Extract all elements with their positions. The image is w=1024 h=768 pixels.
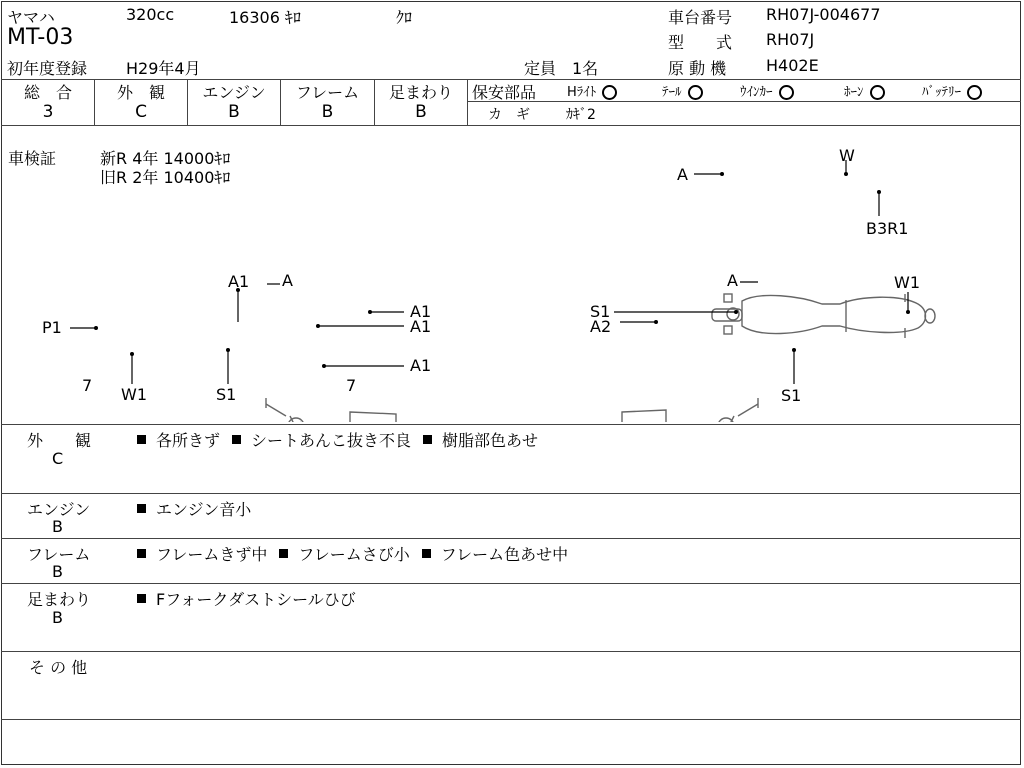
marker-top-b3r1: B3R1 xyxy=(866,219,909,238)
marker-right-w1: W1 xyxy=(894,273,920,292)
marker-right-s1: S1 xyxy=(590,302,611,321)
mileage: 16306 ｷﾛ xyxy=(229,8,301,27)
inspection-new: 新R 4年 14000ｷﾛ xyxy=(100,149,231,168)
section-exterior-grade: C xyxy=(52,449,64,468)
ok-circle-icon xyxy=(688,85,703,100)
section-engine-grade: B xyxy=(52,517,63,536)
marker-left-a1-right-2: A1 xyxy=(410,317,432,336)
marker-left-s1: S1 xyxy=(216,385,237,404)
grade-engine-label: エンジン xyxy=(202,83,266,102)
marker-right-a2: A2 xyxy=(590,317,612,336)
engine-label: 原 動 機 xyxy=(668,59,727,78)
section-exterior-notes: 各所きず シートあんこ抜き不良 樹脂部色あせ xyxy=(137,428,538,451)
grade-frame-label: フレーム xyxy=(295,83,360,102)
section-exterior-title: 外 観 xyxy=(27,431,92,450)
grade-overall-label: 総 合 xyxy=(23,83,72,102)
grade-divider xyxy=(467,79,468,125)
color: ｸﾛ xyxy=(396,8,413,27)
capacity-label: 定員 xyxy=(524,59,557,78)
bike-right-view xyxy=(622,398,938,422)
section-border xyxy=(1,493,1021,494)
marker-left-w1: W1 xyxy=(121,385,147,404)
part-headlight: Hﾗｲﾄ xyxy=(567,81,617,100)
frame-number-value: RH07J-004677 xyxy=(766,5,881,24)
displacement: 320cc xyxy=(126,5,175,24)
marker-left-a-top: A xyxy=(282,271,293,290)
section-engine-notes: エンジン音小 xyxy=(137,497,251,520)
bullet-square-icon xyxy=(232,435,241,444)
ok-circle-icon xyxy=(870,85,885,100)
part-taillight: ﾃｰﾙ xyxy=(662,81,703,100)
model-name: MT-03 xyxy=(7,25,74,50)
section-border xyxy=(1,424,1021,425)
bullet-square-icon xyxy=(137,435,146,444)
ok-circle-icon xyxy=(967,85,982,100)
parts-row-divider xyxy=(468,101,1021,102)
first-registration-value: H29年4月 xyxy=(126,59,201,78)
bullet-square-icon xyxy=(137,594,146,603)
grade-suspension-value: B xyxy=(415,102,427,122)
marker-right-s1-bottom: S1 xyxy=(781,386,802,405)
key-value: ｶｷﾞ2 xyxy=(566,107,596,123)
first-registration-label: 初年度登録 xyxy=(7,59,88,78)
ok-circle-icon xyxy=(779,85,794,100)
marker-left-a1-top: A1 xyxy=(228,272,250,291)
marker-left-a1-right-3: A1 xyxy=(410,356,432,375)
section-engine-title: エンジン xyxy=(27,500,91,519)
bike-top-view xyxy=(712,294,935,338)
grade-suspension-label: 足まわり xyxy=(388,83,453,102)
marker-left-7-front: 7 xyxy=(346,376,357,395)
grade-overall-value: 3 xyxy=(42,102,54,122)
section-frame-grade: B xyxy=(52,562,63,581)
section-border xyxy=(1,538,1021,539)
section-suspension-title: 足まわり xyxy=(27,590,92,609)
bullet-square-icon xyxy=(137,504,146,513)
damage-diagram xyxy=(0,126,1022,422)
ok-circle-icon xyxy=(602,85,617,100)
section-suspension-notes: Fフォークダストシールひび xyxy=(137,587,356,610)
engine-value: H402E xyxy=(766,56,819,75)
frame-number-label: 車台番号 xyxy=(668,8,733,27)
inspection-old: 旧R 2年 10400ｷﾛ xyxy=(100,168,231,187)
key-label: カ ギ xyxy=(488,107,530,123)
capacity-value: 1名 xyxy=(572,59,599,78)
marker-left-a1-right-1: A1 xyxy=(410,302,432,321)
grade-frame-value: B xyxy=(321,102,334,122)
type-label: 型 式 xyxy=(668,33,733,52)
marker-top-w: W xyxy=(839,146,855,165)
maker: ヤマハ xyxy=(7,8,55,27)
safety-parts-label: 保安部品 xyxy=(472,83,537,102)
inspection-label: 車検証 xyxy=(8,149,57,168)
bullet-square-icon xyxy=(423,435,432,444)
part-battery: ﾊﾞｯﾃﾘｰ xyxy=(922,81,982,100)
section-other-title: そ の 他 xyxy=(29,658,88,677)
marker-right-a: A xyxy=(727,271,738,290)
bullet-square-icon xyxy=(279,549,288,558)
marker-left-p1: P1 xyxy=(42,318,62,337)
section-border xyxy=(1,651,1021,652)
part-horn: ﾎｰﾝ xyxy=(844,81,885,100)
grade-engine-value: B xyxy=(228,102,240,122)
section-border xyxy=(1,583,1021,584)
grade-exterior-label: 外 観 xyxy=(116,83,165,102)
part-winker: ｳｲﾝｶｰ xyxy=(740,81,794,100)
marker-left-7-rear: 7 xyxy=(82,376,93,395)
section-frame-notes: フレームきず中 フレームさび小 フレーム色あせ中 xyxy=(137,542,568,565)
marker-top-a: A xyxy=(677,165,688,184)
grade-exterior-value: C xyxy=(135,102,147,122)
section-border xyxy=(1,719,1021,720)
bullet-square-icon xyxy=(137,549,146,558)
section-frame-title: フレーム xyxy=(27,545,91,564)
type-value: RH07J xyxy=(766,30,815,49)
bullet-square-icon xyxy=(422,549,431,558)
section-suspension-grade: B xyxy=(52,608,63,627)
